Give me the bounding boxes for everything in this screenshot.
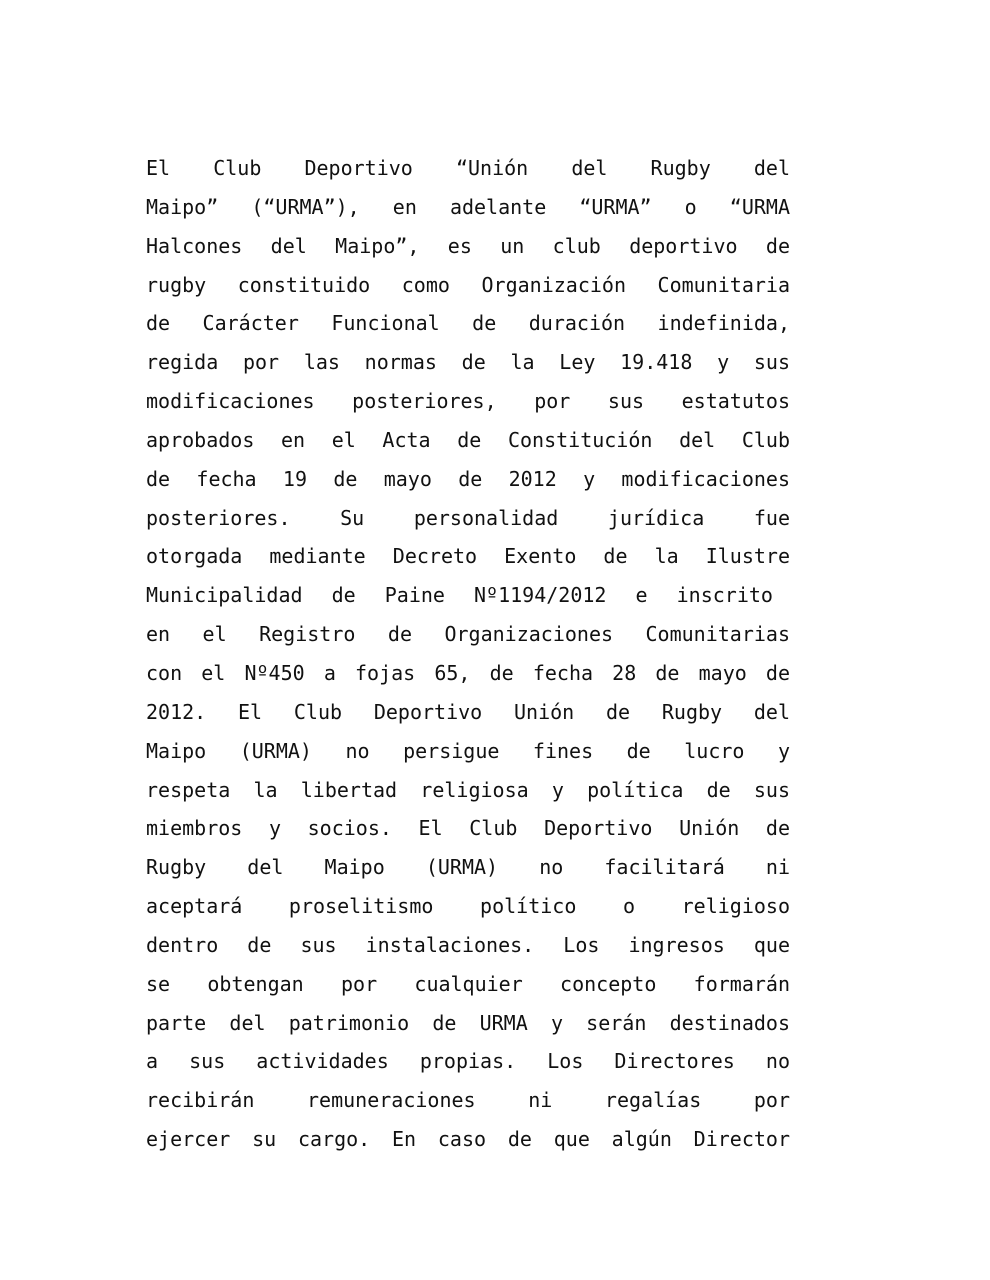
paragraph-line: ejercer su cargo. En caso de que algún Director [146,1127,790,1152]
paragraph-line: parte del patrimonio de URMA y serán destinados [146,1010,790,1035]
paragraph-line: 2012. El Club Deportivo Unión de Rugby del [146,699,790,724]
paragraph-line: aceptará proselitismo político o religioso [146,894,790,919]
body-paragraph [146,149,790,1159]
paragraph-line: Maipo” (“URMA”), en adelante “URMA” o “URMA [146,194,790,219]
paragraph-line: en el Registro de Organizaciones Comunitarias [146,622,790,647]
paragraph-line: se obtengan por cualquier concepto formarán [146,971,790,996]
paragraph-line: posteriores. Su personalidad jurídica fue [146,505,790,530]
paragraph-line: regida por las normas de la Ley 19.418 y sus [146,350,790,375]
paragraph-line: con el Nº450 a fojas 65, de fecha 28 de mayo de [146,660,790,685]
paragraph-line: dentro de sus instalaciones. Los ingresos que [146,932,790,957]
paragraph-line: a sus actividades propias. Los Directores no [146,1049,790,1074]
paragraph-line: El Club Deportivo “Unión del Rugby del [146,156,790,180]
paragraph-line: modificaciones posteriores, por sus estatutos [146,389,790,414]
paragraph-line: rugby constituido como Organización Comunitaria [146,272,790,297]
paragraph-line: Municipalidad de Paine Nº1194/2012 e inscrito [146,583,773,608]
paragraph-line: de fecha 19 de mayo de 2012 y modificaciones [146,466,790,491]
paragraph-line: Maipo (URMA) no persigue fines de lucro y [146,738,790,763]
paragraph-line: Rugby del Maipo (URMA) no facilitará ni [146,855,790,880]
paragraph-line: Halcones del Maipo”, es un club deportivo de [146,233,790,258]
paragraph-line: respeta la libertad religiosa y política de sus [146,777,790,802]
paragraph-line: aprobados en el Acta de Constitución del Club [146,427,790,452]
paragraph-line: de Carácter Funcional de duración indefinida, [146,311,790,336]
paragraph-line: recibirán remuneraciones ni regalías por [146,1088,790,1113]
paragraph-line: otorgada mediante Decreto Exento de la Ilustre [146,544,790,569]
paragraph-line: miembros y socios. El Club Deportivo Unión de [146,816,790,841]
